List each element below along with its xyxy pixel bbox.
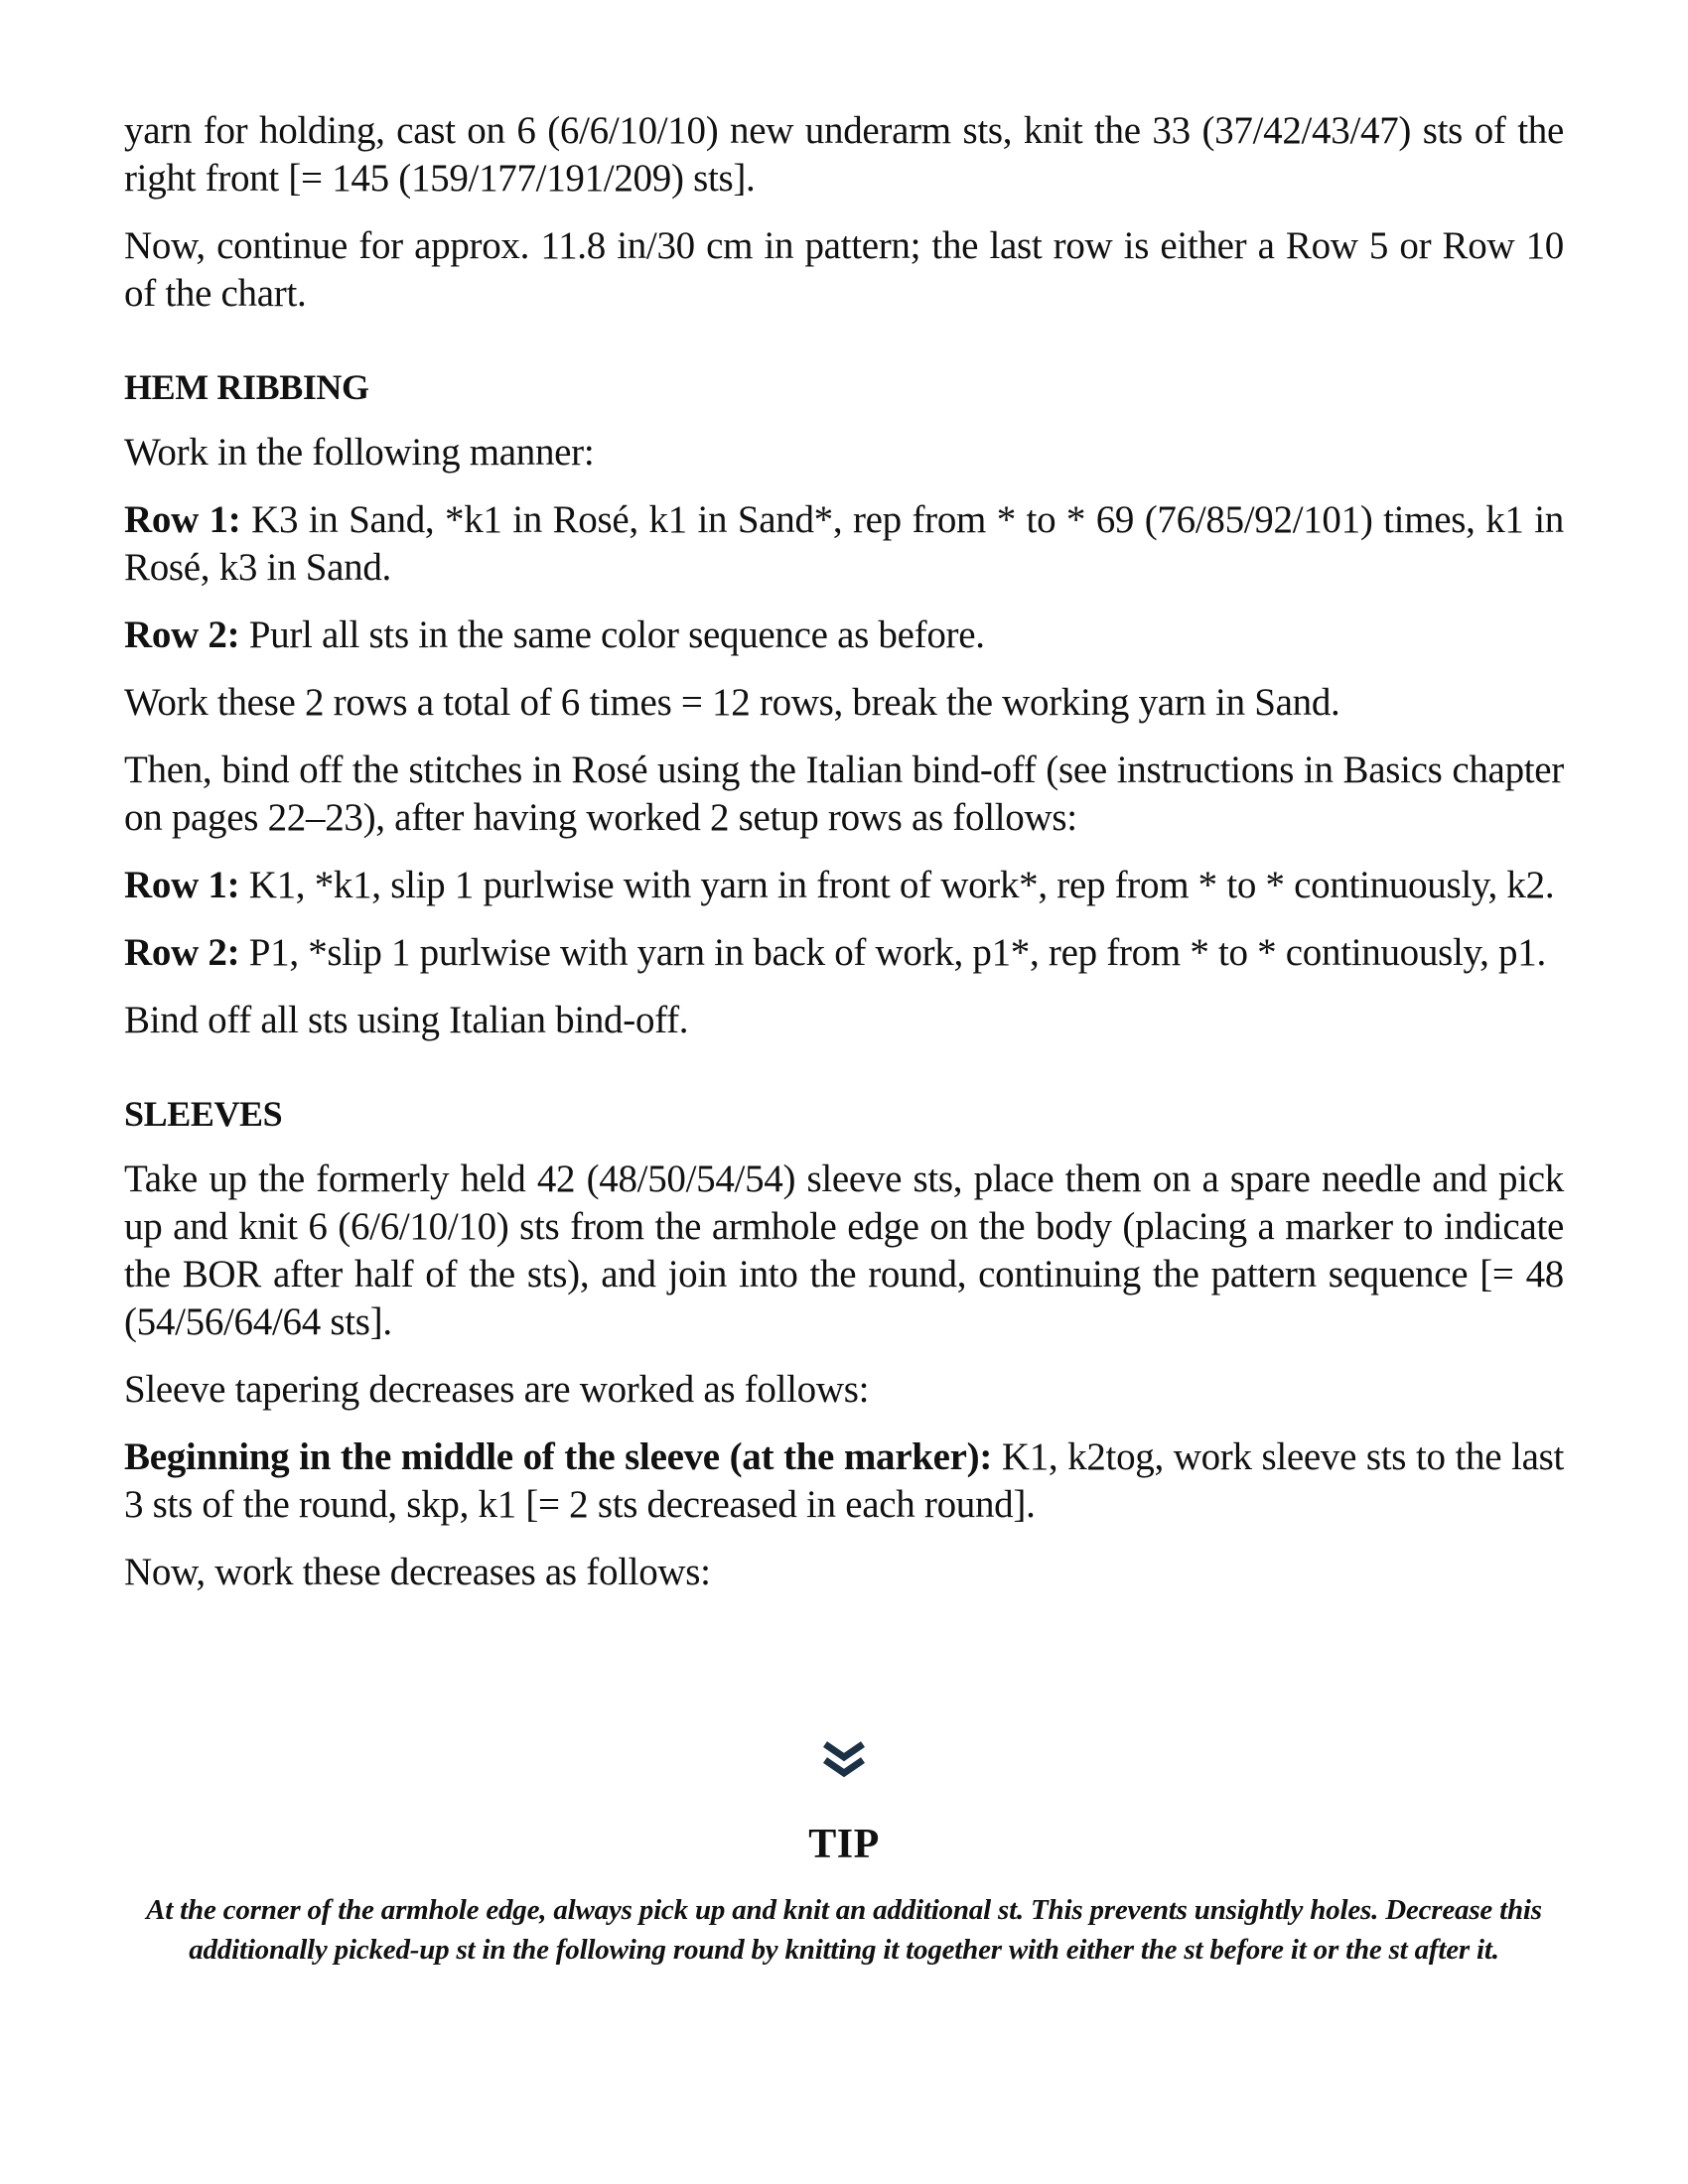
- intro-paragraph-1: yarn for holding, cast on 6 (6/6/10/10) new underarm sts, knit the 33 (37/42/43/47) sts of the right front [= 145 (159/177/191/209) sts].: [124, 109, 1564, 200]
- hem-row-1: [124, 496, 1564, 592]
- tip-heading: TIP: [808, 1822, 880, 1867]
- hem-row-1-label: Row 1:: [124, 498, 241, 541]
- double-chevron-down-icon: [821, 1740, 867, 1780]
- sleeve-decrease-text: K1, k2tog, work sleeve sts to the last 3 sts of the round, skp, k1 [= 2 sts decreased in each round].: [124, 1435, 1564, 1526]
- hem-ribbing-intro: Work in the following manner:: [124, 431, 595, 474]
- setup-row-2-text: P1, *slip 1 purlwise with yarn in back of work, p1*, rep from * to * continuously, p1.: [239, 931, 1546, 974]
- sleeves-paragraph-3: Now, work these decreases as follows:: [124, 1551, 711, 1593]
- sleeves-paragraph-2: Sleeve tapering decreases are worked as follows:: [124, 1368, 870, 1411]
- tip-divider: [0, 1740, 1688, 1785]
- hem-row-2-label: Row 2:: [124, 614, 240, 656]
- setup-row-2-label: Row 2:: [124, 931, 240, 974]
- setup-row-2: [124, 929, 1564, 977]
- sleeves-heading: SLEEVES: [124, 1094, 283, 1134]
- tip-text: At the corner of the armhole edge, always pick up and knit an additional st. This prevents unsightly holes. Decrease this additionally picked-up st in the following round by knitting it together with either the st before it or the st after it.: [146, 1894, 1542, 1966]
- sleeve-decrease-label: Beginning in the middle of the sleeve (at the marker):: [124, 1435, 993, 1478]
- sleeve-decrease-instruction: [124, 1433, 1564, 1529]
- setup-row-1: [124, 862, 1564, 909]
- page-content: [124, 107, 1564, 1616]
- intro-paragraph-2: Now, continue for approx. 11.8 in/30 cm in pattern; the last row is either a Row 5 or Row 10 of the chart.: [124, 224, 1564, 315]
- hem-ribbing-heading: HEM RIBBING: [124, 367, 369, 407]
- bindoff-final: Bind off all sts using Italian bind-off.: [124, 999, 689, 1041]
- setup-row-1-label: Row 1:: [124, 864, 240, 906]
- hem-repeat-instruction: Work these 2 rows a total of 6 times = 12 rows, break the working yarn in Sand.: [124, 681, 1340, 724]
- hem-row-1-text: K3 in Sand, *k1 in Rosé, k1 in Sand*, rep from * to * 69 (76/85/92/101) times, k1 in Rosé, k3 in Sand.: [124, 498, 1564, 589]
- sleeves-paragraph-1: Take up the formerly held 42 (48/50/54/54) sleeve sts, place them on a spare needle and pick up and knit 6 (6/6/10/10) sts from the armhole edge on the body (placing a marker to indicate the BOR after half of the sts), and join into the round, continuing the pattern sequence [= 48 (54/56/64/64 sts].: [124, 1158, 1564, 1343]
- bindoff-intro: Then, bind off the stitches in Rosé using the Italian bind-off (see instructions in Basics chapter on pages 22–23), after having worked 2 setup rows as follows:: [124, 749, 1564, 839]
- hem-row-2-text: Purl all sts in the same color sequence as before.: [239, 614, 985, 656]
- setup-row-1-text: K1, *k1, slip 1 purlwise with yarn in front of work*, rep from * to * continuously, k2.: [239, 864, 1555, 906]
- hem-row-2: [124, 612, 1564, 659]
